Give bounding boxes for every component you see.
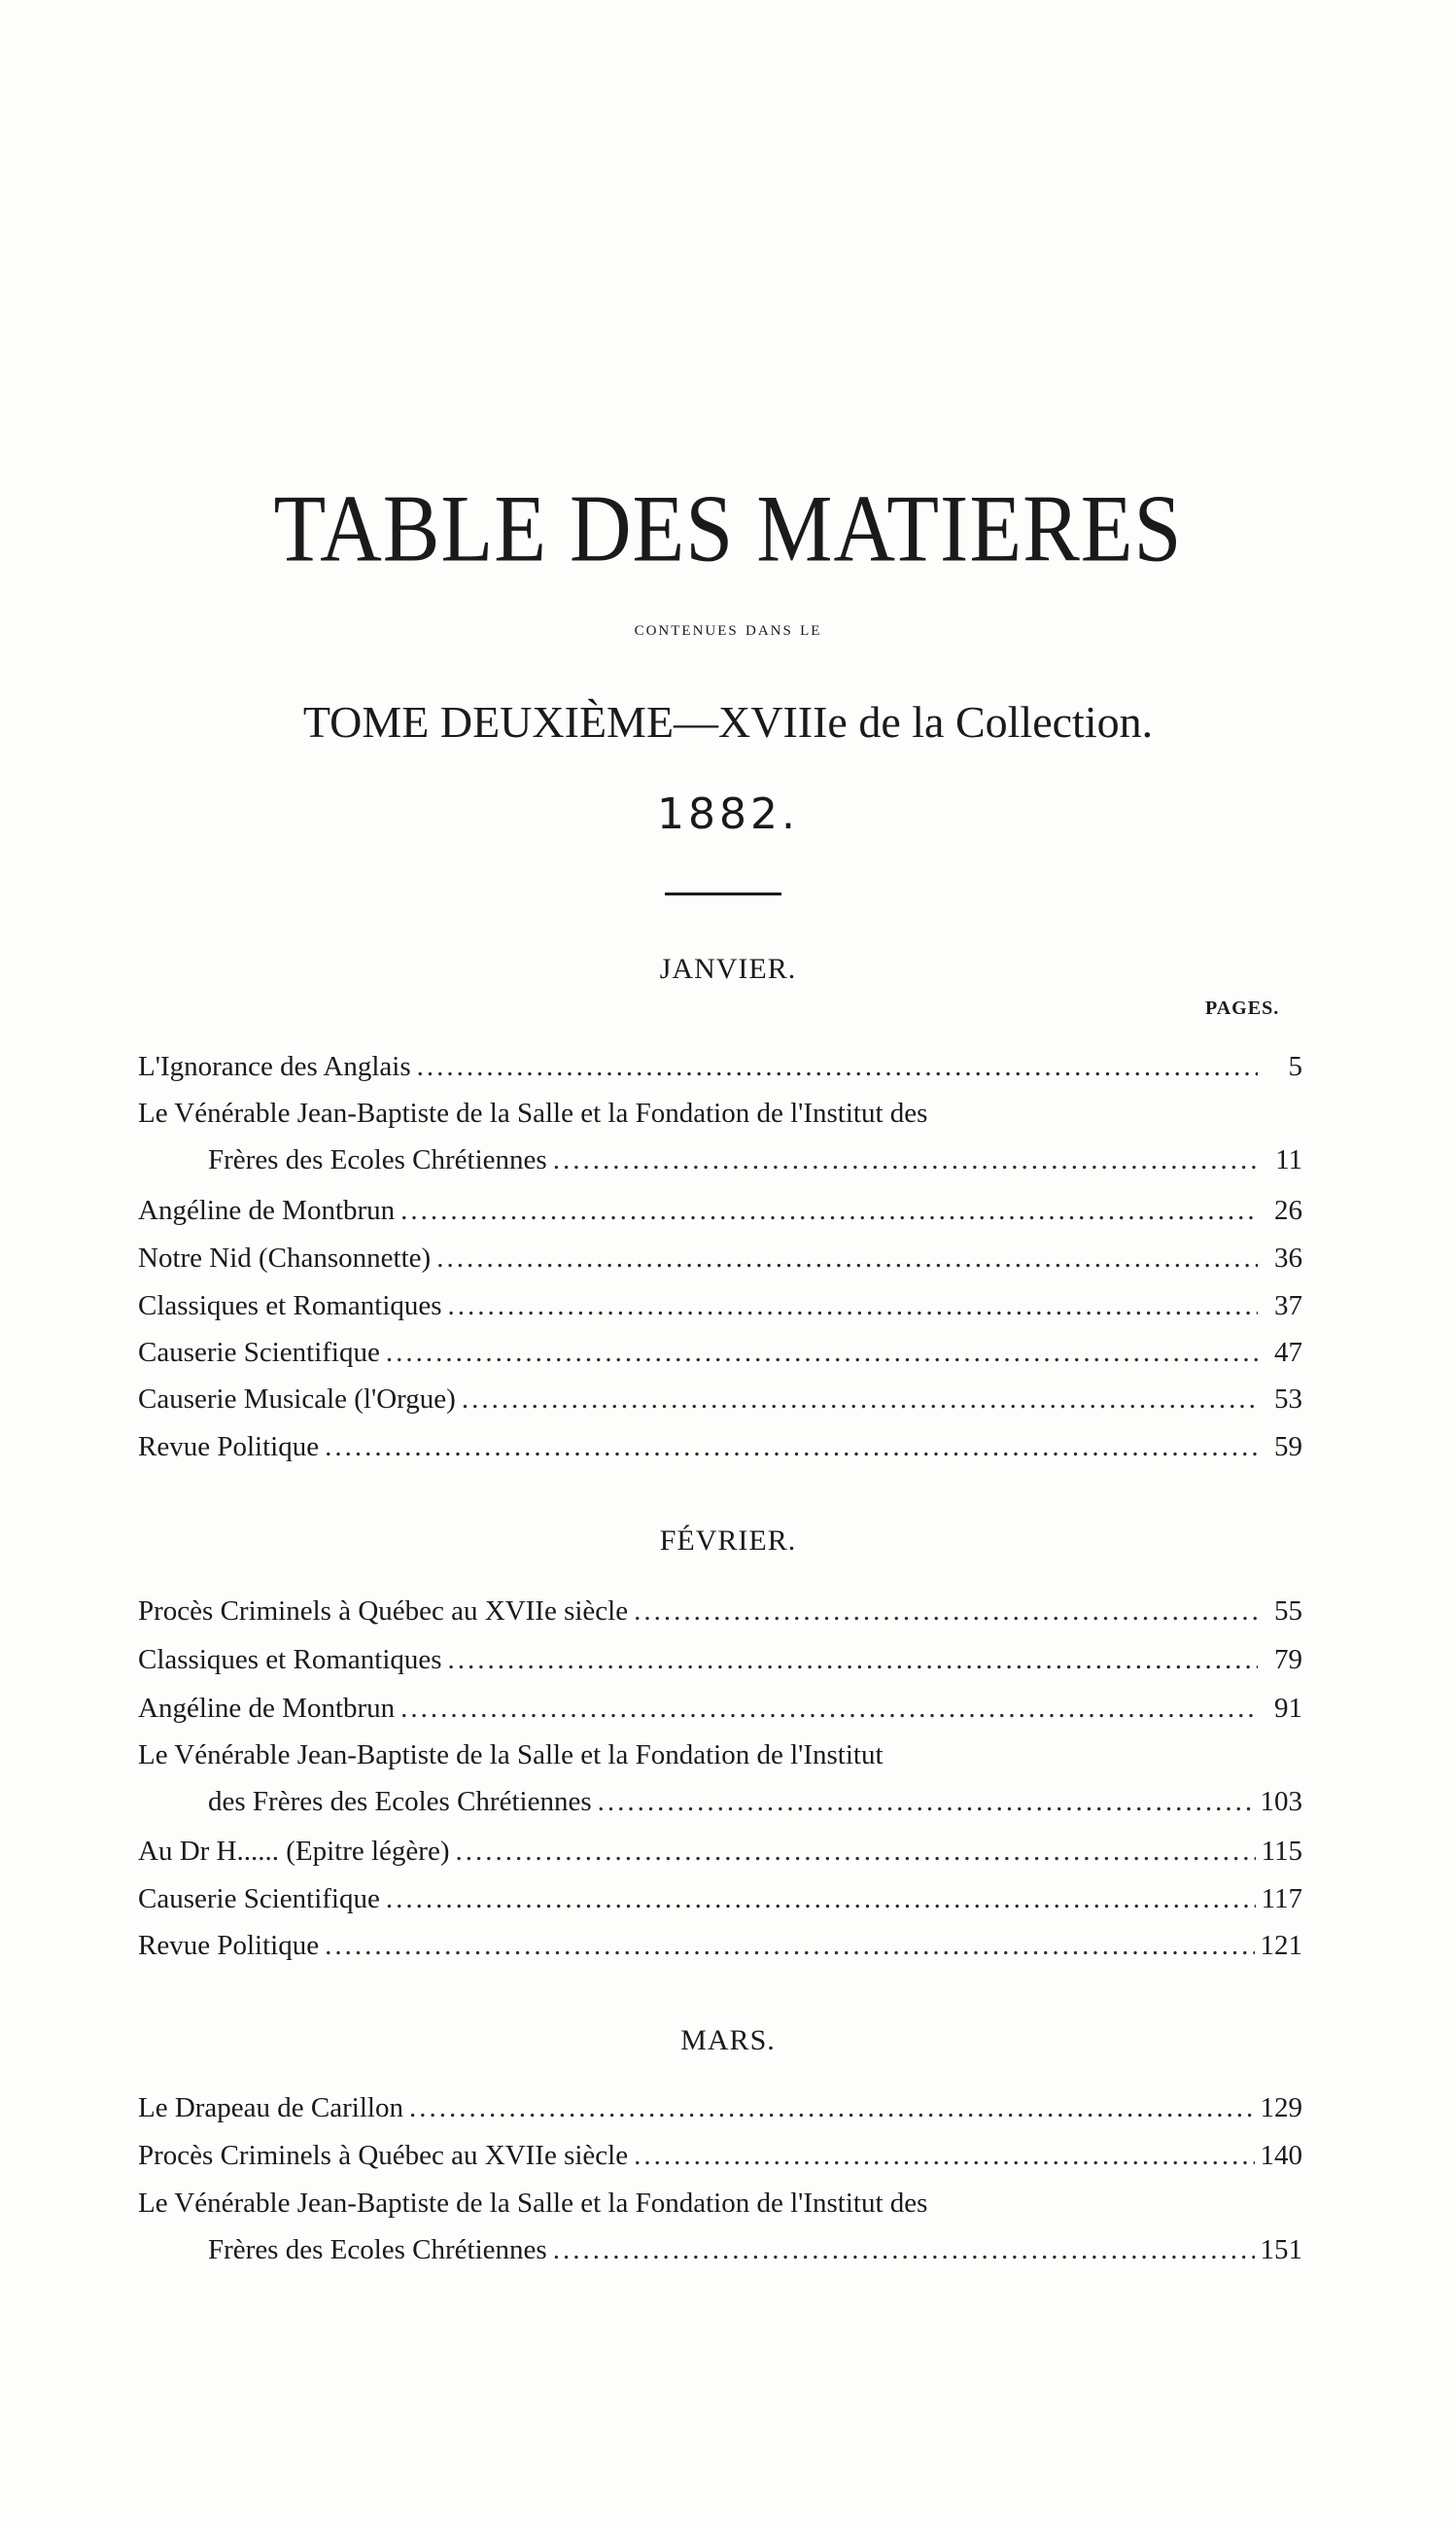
leader-dots: [386, 1875, 1256, 1922]
leader-dots: [325, 1922, 1254, 1969]
entry-title-cont: des Frères des Ecoles Chrétiennes: [208, 1786, 592, 1817]
entry-title: Causerie Scientifique: [138, 1883, 380, 1914]
leader-dots: [386, 1329, 1258, 1376]
entry-page: 151: [1260, 2234, 1302, 2265]
toc-entry[interactable]: [138, 2084, 1302, 2131]
month-heading: JANVIER.: [659, 953, 797, 985]
entry-page: 129: [1260, 2092, 1302, 2123]
entry-title: Classiques et Romantiques: [138, 1290, 442, 1321]
leader-dots: [400, 1187, 1258, 1234]
entry-page: 53: [1274, 1384, 1302, 1415]
entry-title-cont: Frères des Ecoles Chrétiennes: [208, 2234, 547, 2265]
entry-title: Revue Politique: [138, 1431, 320, 1462]
entry-page: 26: [1274, 1195, 1302, 1226]
leader-dots: [436, 1235, 1258, 1281]
pages-column-label: PAGES.: [1205, 998, 1280, 1019]
toc-entry[interactable]: [138, 1732, 1302, 1825]
entry-page: 79: [1274, 1644, 1302, 1675]
entry-page: 55: [1274, 1595, 1302, 1627]
entry-title: Le Vénérable Jean-Baptiste de la Salle et la Fondation de l'Institut des: [138, 1098, 928, 1129]
entry-title: Angéline de Montbrun: [138, 1195, 396, 1226]
toc-entry[interactable]: [138, 1875, 1302, 1922]
volume-heading: TOME DEUXIÈME—XVIIIe de la Collection.: [302, 697, 1154, 747]
entry-title: Revue Politique: [138, 1930, 320, 1961]
toc-entry[interactable]: [138, 1282, 1302, 1329]
leader-dots: [634, 1588, 1258, 1634]
month-heading: FÉVRIER.: [659, 1524, 797, 1557]
entry-page: 115: [1261, 1836, 1302, 1867]
toc-entry[interactable]: [138, 1043, 1302, 1090]
subtitle: contenues dans le: [634, 616, 822, 640]
entry-title: Le Drapeau de Carillon: [138, 2092, 403, 2123]
toc-entry[interactable]: [138, 1423, 1302, 1470]
entry-page: 36: [1274, 1243, 1302, 1274]
entry-title: Le Vénérable Jean-Baptiste de la Salle et la Fondation de l'Institut des: [138, 2188, 928, 2219]
toc-entry[interactable]: [138, 1187, 1302, 1234]
toc-entry[interactable]: [138, 1090, 1302, 1183]
entry-title: Angéline de Montbrun: [138, 1693, 396, 1724]
toc-entry[interactable]: [138, 2180, 1302, 2273]
divider-rule: [665, 893, 781, 895]
toc-entry[interactable]: [138, 1828, 1302, 1874]
entry-title: Notre Nid (Chansonnette): [138, 1243, 432, 1274]
entry-title: Causerie Musicale (l'Orgue): [138, 1384, 456, 1415]
entry-page: 5: [1288, 1051, 1302, 1082]
toc-entry[interactable]: [138, 2132, 1302, 2179]
toc-entry[interactable]: [138, 1235, 1302, 1281]
entry-title: Procès Criminels à Québec au XVIIe siècle: [138, 2140, 629, 2171]
leader-dots: [409, 2084, 1255, 2131]
entry-title: Procès Criminels à Québec au XVIIe siècle: [138, 1595, 629, 1627]
entry-page: 59: [1274, 1431, 1302, 1462]
leader-dots: [400, 1685, 1258, 1732]
leader-dots: [634, 2132, 1254, 2179]
entry-page: 117: [1261, 1883, 1302, 1914]
entry-title: Causerie Scientifique: [138, 1337, 380, 1368]
entry-page: 103: [1260, 1786, 1302, 1817]
toc-entry[interactable]: [138, 1588, 1302, 1634]
leader-dots: [598, 1778, 1255, 1825]
month-heading: MARS.: [680, 2024, 776, 2056]
entry-page: 37: [1274, 1290, 1302, 1321]
entry-title: L'Ignorance des Anglais: [138, 1051, 411, 1082]
entry-title: Classiques et Romantiques: [138, 1644, 442, 1675]
entry-page: 47: [1274, 1337, 1302, 1368]
entry-title: Le Vénérable Jean-Baptiste de la Salle et la Fondation de l'Institut: [138, 1739, 884, 1770]
page-title: TABLE DES MATIERES: [273, 476, 1183, 582]
entry-page: 91: [1274, 1693, 1302, 1724]
toc-entry[interactable]: [138, 1922, 1302, 1969]
toc-entry[interactable]: [138, 1636, 1302, 1683]
leader-dots: [417, 1043, 1258, 1090]
leader-dots: [553, 1137, 1258, 1183]
leader-dots: [462, 1376, 1258, 1422]
entry-page: 140: [1260, 2140, 1302, 2171]
leader-dots: [553, 2226, 1255, 2273]
toc-entry[interactable]: [138, 1376, 1302, 1422]
leader-dots: [456, 1828, 1256, 1874]
leader-dots: [448, 1282, 1258, 1329]
entry-title: Au Dr H...... (Epitre légère): [138, 1836, 450, 1867]
year-heading: 1882.: [657, 789, 799, 839]
leader-dots: [448, 1636, 1258, 1683]
entry-page: 11: [1275, 1144, 1302, 1175]
entry-page: 121: [1260, 1930, 1302, 1961]
toc-entry[interactable]: [138, 1685, 1302, 1732]
leader-dots: [325, 1423, 1258, 1470]
toc-entry[interactable]: [138, 1329, 1302, 1376]
entry-title-cont: Frères des Ecoles Chrétiennes: [208, 1144, 547, 1175]
